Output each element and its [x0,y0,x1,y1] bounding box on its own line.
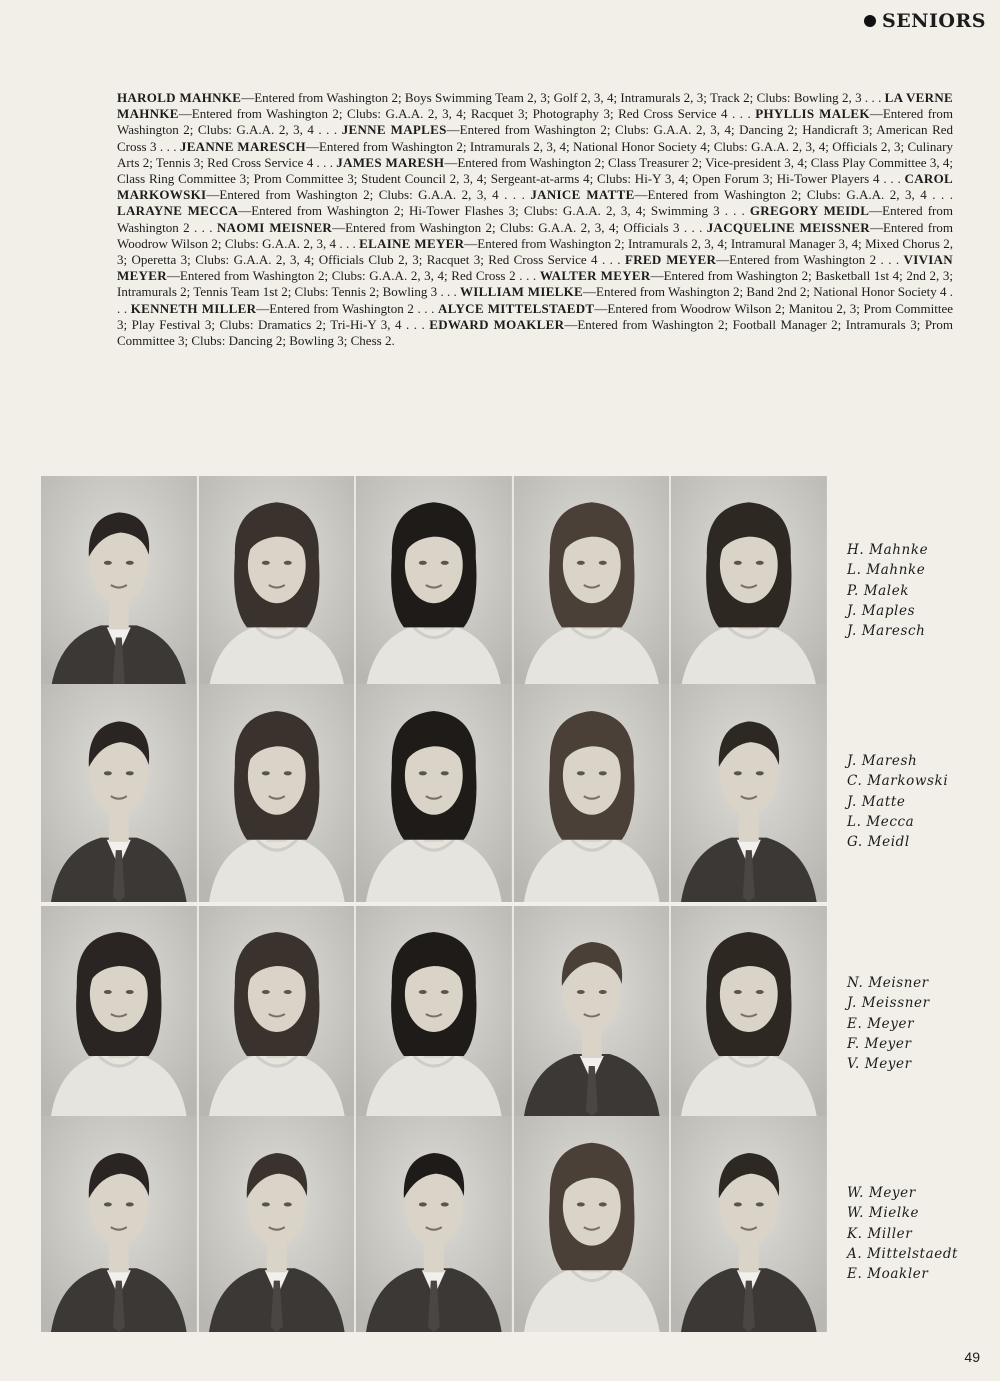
portrait-grid [41,906,827,1116]
bio-separator: . . . [876,252,904,268]
student-portrait [514,906,670,1116]
caption-name: E. Moakler [847,1266,929,1283]
senior-name: LA VERNE MAHNKE [117,90,954,122]
senior-activities: —Entered from Washington 2; Clubs: G.A.A. 2, 3, 4; Dancing 2; Handicraft 3; American Red Cross 3 [117,122,954,154]
student-portrait [199,684,355,902]
senior-activities: —Entered from Washington 2; Intramurals 2, 3, 4; Intramural Manager 3, 4; Mixed Chorus 2, 3; Operetta 3; Clubs: G.A.A. 2, 3, 4; Officials Club 2, 3; Racquet 3; Red Cross Service 4 [117,235,953,268]
portrait-grid [41,1116,827,1332]
caption-name: E. Meyer [847,1015,915,1032]
caption-name: V. Meyer [847,1056,912,1073]
senior-name: WILLIAM MIELKE [459,284,584,300]
portrait-captions [847,1183,987,1284]
caption-name: J. Maresch [847,623,926,640]
student-portrait [356,476,512,688]
senior-name: FRED MEYER [624,252,717,268]
bio-separator: . . . [313,122,342,138]
bullet-icon [864,15,876,27]
senior-activities: —Entered from Washington 2; Class Treasurer 2; Vice-president 3, 4; Class Play Committee 3, 4; Class Ring Committee 3; Prom Committee 3; Student Council 2, 3, 4; Sergeant-at-arms 4; Clubs: Hi-Y 3, 4; Open Forum 3; Hi-Tower Players 4 [117,154,954,187]
senior-bio [117,90,862,105]
senior-name: KENNETH MILLER [130,300,257,316]
student-portrait [356,906,512,1116]
senior-activities: —Entered from Washington 2; Clubs: G.A.A. 2, 3, 4 [206,187,499,203]
portrait-grid [41,476,827,688]
student-portrait [41,684,197,902]
caption-name: H. Mahnke [847,542,929,558]
senior-bio [117,203,720,218]
senior-name: NAOMI MEISNER [216,219,333,235]
caption-name: A. Mittelstaedt [847,1245,959,1262]
bio-separator: . . . [413,300,439,316]
senior-activities: —Entered from Washington 2; Clubs: G.A.A. 2, 3, 4; Officials 3 [332,219,680,235]
senior-activities: —Entered from Washington 2 [117,203,953,235]
senior-name: JAMES MARESH [336,154,445,170]
senior-bios [117,90,953,349]
bio-separator: . . . [498,187,531,203]
section-title: SENIORS [881,10,986,32]
caption-name: L. Mahnke [847,562,926,579]
senior-activities: —Entered from Washington 2 [716,252,877,268]
senior-activities: —Entered from Washington 2; Boys Swimming Team 2, 3; Golf 2, 3, 4; Intramurals 2, 3; Track 2; Clubs: Bowling 2, 3 [241,90,862,105]
senior-name: VIVIAN MEYER [117,252,953,284]
senior-name: ALYCE MITTELSTAEDT [438,300,595,316]
student-portrait [671,684,827,902]
bio-separator: . . . [401,316,430,332]
bio-separator: . . . [727,106,756,122]
senior-activities: —Entered from Washington 2 [256,300,414,316]
caption-name: J. Meissner [847,995,930,1012]
senior-activities: —Entered from Washington 2; Intramurals 2, 3, 4; National Honor Society 4; Clubs: G.A.A. 2, 3, 4; Officials 2, 3; Culinary Arts 2; Tennis 3; Red Cross Service 4 [117,138,954,170]
student-portrait [671,476,827,688]
portrait-row [41,684,961,902]
senior-name: JEANNE MARESCH [179,138,306,154]
senior-activities: —Entered from Woodrow Wilson 2; Manitou 2, 3; Prom Committee 3; Play Festival 3; Clubs: Dramatics 2; Tri-Hi-Y 3, 4 [117,300,954,332]
senior-name: JANICE MATTE [530,187,635,203]
caption-name: C. Markowski [847,773,949,790]
portrait-row [41,906,961,1116]
bio-separator: . . . [515,268,540,284]
bio-separator: . . . [117,284,953,316]
bio-separator: . . . [189,219,217,235]
portrait-captions [847,973,987,1074]
student-portrait [41,1116,197,1332]
senior-name: ELAINE MEYER [359,235,465,251]
senior-name: PHYLLIS MALEK [755,106,870,122]
bio-separator: . . . [597,252,625,268]
caption-name: J. Matte [847,793,906,810]
senior-bio [217,220,680,235]
senior-bio [131,301,414,316]
senior-activities: —Entered from Washington 2; Basketball 1st 4; 2nd 2, 3; Intramurals 2; Tennis Team 1st 2; Clubs: Tennis 2; Bowling 3 [117,268,954,300]
senior-name: EDWARD MOAKLER [429,316,565,332]
senior-activities: —Entered from Washington 2; Clubs: G.A.A. 2, 3, 4 [634,187,927,203]
caption-name: N. Meisner [847,975,929,991]
senior-name: JACQUELINE MEISSNER [706,219,870,235]
senior-activities: —Entered from Washington 2; Clubs: G.A.A. 2, 3, 4; Red Cross 2 [166,268,516,284]
page-number: 49 [964,1349,980,1365]
caption-name: G. Meidl [847,834,910,851]
senior-activities: —Entered from Washington 2; Clubs: G.A.A. 2, 3, 4 [117,106,953,138]
senior-bio [625,252,876,267]
student-portrait [671,906,827,1116]
student-portrait [356,684,512,902]
student-portrait [199,1116,355,1332]
senior-name: GREGORY MEIDL [749,203,870,219]
bio-separator: . . . [679,219,707,235]
student-portrait [41,906,197,1116]
bio-separator: . . . [861,90,885,105]
senior-name: LARAYNE MECCA [117,203,239,219]
caption-name: K. Miller [847,1225,913,1242]
caption-name: J. Maresh [847,753,918,769]
bio-separator: . . . [926,187,954,203]
student-portrait [514,1116,670,1332]
caption-name: L. Mecca [847,813,915,830]
portrait-row [41,1116,961,1332]
caption-name: W. Mielke [847,1205,920,1222]
caption-name: F. Meyer [847,1035,912,1052]
student-portrait [199,476,355,688]
senior-activities: —Entered from Washington 2; Band 2nd 2; National Honor Society 4 [583,284,947,300]
bio-separator: . . . [437,284,460,300]
bio-separator: . . . [313,154,337,170]
portrait-captions [847,751,987,852]
bio-separator: . . . [336,235,360,251]
bio-separator: . . . [156,138,180,154]
senior-activities: —Entered from Washington 2; Hi-Tower Flashes 3; Clubs: G.A.A. 2, 3, 4; Swimming 3 [238,203,720,219]
caption-name: J. Maples [847,602,916,619]
student-portrait [41,476,197,688]
senior-activities: —Entered from Woodrow Wilson 2; Clubs: G.A.A. 2, 3, 4 [117,219,954,251]
bio-separator: . . . [719,203,750,219]
caption-name: P. Malek [847,582,910,599]
section-header [864,10,986,32]
senior-name: JENNE MAPLES [341,122,447,138]
student-portrait [514,476,670,688]
senior-bio [460,284,947,299]
senior-name: WALTER MEYER [539,268,651,284]
senior-activities: —Entered from Washington 2; Clubs: G.A.A. 2, 3, 4; Racquet 3; Photography 3; Red Cross Service 4 [178,106,728,122]
student-portrait [671,1116,827,1332]
bio-separator: . . . [879,171,905,187]
portrait-captions [847,540,987,641]
student-portrait [199,906,355,1116]
caption-name: W. Meyer [847,1185,916,1201]
student-portrait [356,1116,512,1332]
portrait-row [41,476,961,688]
senior-bio [530,187,926,202]
portrait-grid [41,684,827,902]
senior-name: HAROLD MAHNKE [117,90,242,105]
student-portrait [514,684,670,902]
senior-name: CAROL MARKOWSKI [117,171,953,203]
senior-activities: —Entered from Washington 2; Football Manager 2; Intramurals 3; Prom Committee 3; Clubs: Dancing 2; Bowling 3; Chess 2. [117,316,953,349]
